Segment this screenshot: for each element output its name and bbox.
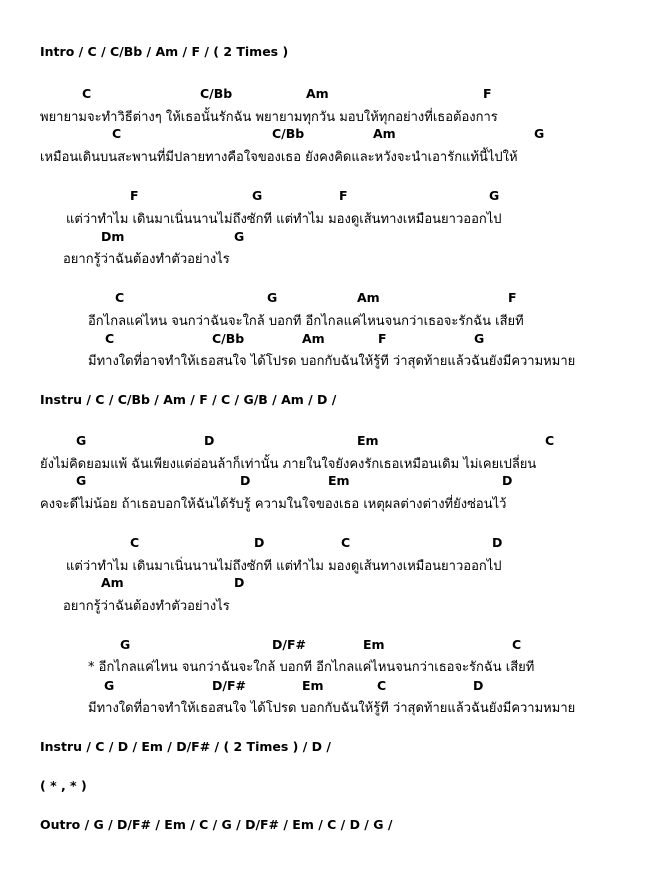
instrumental-line: Instru / C / C/Bb / Am / F / C / G/B / Am / D / — [40, 392, 337, 407]
chord: C — [341, 535, 351, 550]
repeat-marker: ( * , * ) — [40, 778, 87, 793]
lyric-line: ยังไม่คิดยอมแพ้ ฉันเพียงแต่อ่อนล้าก็เท่านั้น ภายในใจยังคงรักเธอเหมือนเดิม ไม่เคยเปลี่ยน — [40, 457, 537, 472]
chord: C/Bb — [272, 126, 305, 141]
chord: G — [474, 331, 485, 346]
chord: F — [508, 290, 517, 305]
chord: C/Bb — [200, 86, 233, 101]
chord: D — [240, 473, 251, 488]
chord: G — [120, 637, 131, 652]
chord: D — [492, 535, 503, 550]
lyric-line: พยายามจะทำวิธีต่างๆ ให้เธอนั้นรักฉัน พยายามทุกวัน มอบให้ทุกอย่างที่เธอต้องการ — [40, 110, 498, 125]
lyric-line: คงจะดีไม่น้อย ถ้าเธอบอกให้ฉันได้รับรู้ ความในใจของเธอ เหตุผลต่างต่างที่ยังซ่อนไว้ — [40, 497, 507, 512]
chord: G — [252, 188, 263, 203]
chord: F — [378, 331, 387, 346]
chord: Em — [328, 473, 350, 488]
chord: G — [267, 290, 278, 305]
chord: C — [82, 86, 92, 101]
chord: G — [76, 473, 87, 488]
chord: Em — [302, 678, 324, 693]
chord: Am — [302, 331, 325, 346]
chord: G — [534, 126, 545, 141]
lyric-line: อยากรู้ว่าฉันต้องทำตัวอย่างไร — [63, 599, 230, 614]
chord: D — [204, 433, 215, 448]
chord: Am — [373, 126, 396, 141]
chord: D — [473, 678, 484, 693]
lyric-line: อีกไกลแค่ไหน จนกว่าฉันจะใกล้ บอกที อีกไกลแค่ไหนจนกว่าเธอจะรักฉัน เสียที — [88, 314, 524, 329]
outro-line: Outro / G / D/F# / Em / C / G / D/F# / Em / C / D / G / — [40, 817, 393, 832]
intro-line: Intro / C / C/Bb / Am / F / ( 2 Times ) — [40, 44, 289, 59]
chord: Em — [363, 637, 385, 652]
chord: Am — [306, 86, 329, 101]
chord: F — [483, 86, 492, 101]
lyric-line: มีทางใดที่อาจทำให้เธอสนใจ ได้โปรด บอกกับฉันให้รู้ที ว่าสุดท้ายแล้วฉันยังมีความหมาย — [88, 354, 576, 369]
chord: Em — [357, 433, 379, 448]
chord: D — [234, 575, 245, 590]
chord: D/F# — [212, 678, 246, 693]
lyric-line: แต่ว่าทำไม เดินมาเนิ่นนานไม่ถึงซักที แต่ทำไม มองดูเส้นทางเหมือนยาวออกไป — [66, 559, 502, 574]
chord: D — [254, 535, 265, 550]
chord: Dm — [101, 229, 125, 244]
lyric-line: อยากรู้ว่าฉันต้องทำตัวอย่างไร — [63, 252, 230, 267]
chord: F — [130, 188, 139, 203]
chord: C/Bb — [212, 331, 245, 346]
lyric-line: * อีกไกลแค่ไหน จนกว่าฉันจะใกล้ บอกที อีกไกลแค่ไหนจนกว่าเธอจะรักฉัน เสียที — [88, 660, 535, 675]
chord: C — [545, 433, 555, 448]
chord: G — [76, 433, 87, 448]
chord: G — [104, 678, 115, 693]
chord: G — [234, 229, 245, 244]
chord: C — [115, 290, 125, 305]
chord: D/F# — [272, 637, 306, 652]
chord: F — [339, 188, 348, 203]
lyric-line: เหมือนเดินบนสะพานที่มีปลายทางคือใจของเธอ ยังคงคิดและหวังจะนำเอารักแท้นี้ไปให้ — [40, 150, 518, 165]
chord: D — [502, 473, 513, 488]
chord: G — [489, 188, 500, 203]
chord: Am — [101, 575, 124, 590]
chord: C — [105, 331, 115, 346]
lyric-line: มีทางใดที่อาจทำให้เธอสนใจ ได้โปรด บอกกับฉันให้รู้ที ว่าสุดท้ายแล้วฉันยังมีความหมาย — [88, 701, 576, 716]
instrumental-line: Instru / C / D / Em / D/F# / ( 2 Times ) / D / — [40, 739, 331, 754]
chord: C — [130, 535, 140, 550]
chord: C — [512, 637, 522, 652]
chord: C — [377, 678, 387, 693]
chord: Am — [357, 290, 380, 305]
lyric-line: แต่ว่าทำไม เดินมาเนิ่นนานไม่ถึงซักที แต่ทำไม มองดูเส้นทางเหมือนยาวออกไป — [66, 212, 502, 227]
chord: C — [112, 126, 122, 141]
